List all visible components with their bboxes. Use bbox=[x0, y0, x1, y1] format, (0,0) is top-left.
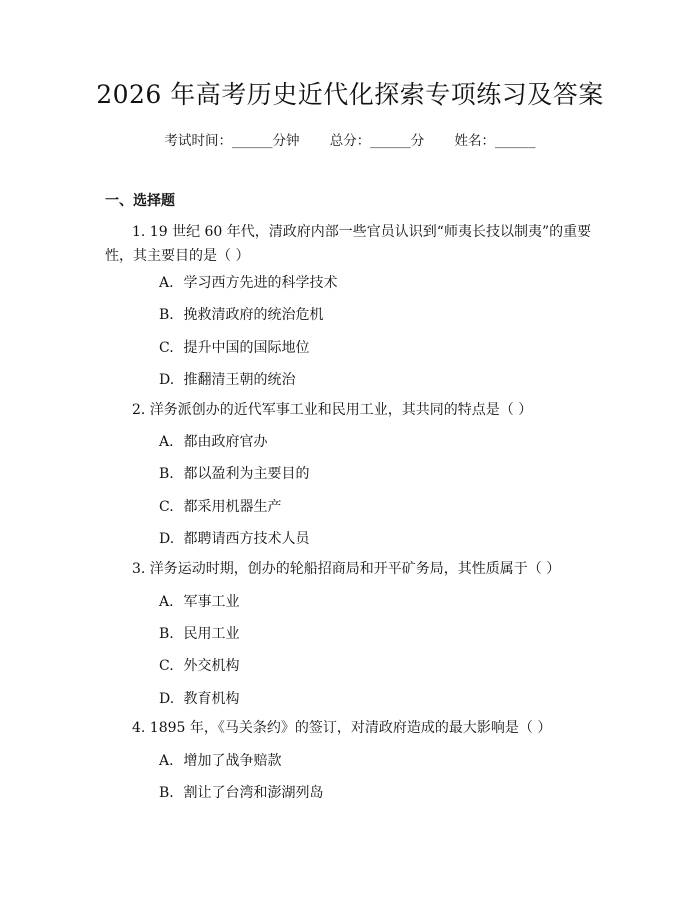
option-letter: A. bbox=[159, 753, 174, 769]
question-1-option-d bbox=[159, 370, 295, 390]
question-3-option-a bbox=[159, 592, 239, 612]
option-letter: A. bbox=[159, 275, 174, 291]
question-2-option-c bbox=[159, 497, 281, 517]
question-4: 4. 1895 年，《马关条约》的签订，对清政府造成的最大影响是（ ） bbox=[132, 720, 552, 736]
question-2-option-d bbox=[159, 529, 309, 549]
option-text: 割让了台湾和澎湖列岛 bbox=[183, 785, 324, 801]
question-2-option-b bbox=[159, 464, 309, 484]
student-name-field: 姓名：______ bbox=[454, 133, 536, 149]
question-3-option-c bbox=[159, 656, 239, 676]
question-1-option-a bbox=[159, 273, 337, 293]
option-text: 民用工业 bbox=[183, 626, 240, 642]
option-letter: C. bbox=[159, 499, 174, 515]
option-text: 军事工业 bbox=[183, 594, 240, 610]
question-4-option-b bbox=[159, 783, 323, 803]
option-letter: B. bbox=[159, 466, 174, 482]
option-letter: B. bbox=[159, 785, 174, 801]
option-letter: A. bbox=[159, 434, 174, 450]
option-text: 教育机构 bbox=[183, 691, 240, 707]
question-3-option-b bbox=[159, 624, 239, 644]
question-3-option-d bbox=[159, 689, 239, 709]
question-1-option-c bbox=[159, 338, 309, 358]
option-text: 挽救清政府的统治危机 bbox=[183, 307, 324, 323]
option-text: 提升中国的国际地位 bbox=[183, 340, 310, 356]
option-text: 都采用机器生产 bbox=[183, 499, 282, 515]
option-text: 学习西方先进的科学技术 bbox=[183, 275, 338, 291]
option-text: 都以盈利为主要目的 bbox=[183, 466, 310, 482]
question-1-option-b bbox=[159, 305, 323, 325]
option-text: 增加了战争赔款 bbox=[183, 753, 282, 769]
option-text: 推翻清王朝的统治 bbox=[183, 372, 296, 388]
option-text: 都由政府官办 bbox=[183, 434, 268, 450]
total-score-field: 总分：______分 bbox=[329, 133, 425, 149]
question-4-option-a bbox=[159, 751, 281, 771]
question-2: 2. 洋务派创办的近代军事工业和民用工业，其共同的特点是（ ） bbox=[132, 402, 533, 418]
question-2-option-a bbox=[159, 432, 267, 452]
option-letter: D. bbox=[159, 691, 175, 707]
document-title: 2026 年高考历史近代化探索专项练习及答案 bbox=[96, 80, 604, 109]
question-1: 1. 19 世纪 60 年代，清政府内部一些官员认识到“师夷长技以制夷”的重要性，其主要目的是（ ） bbox=[105, 224, 592, 264]
option-letter: C. bbox=[159, 340, 174, 356]
question-3: 3. 洋务运动时期，创办的轮船招商局和开平矿务局，其性质属于（ ） bbox=[132, 561, 561, 577]
option-letter: D. bbox=[159, 372, 175, 388]
option-text: 都聘请西方技术人员 bbox=[183, 531, 310, 547]
option-letter: B. bbox=[159, 626, 174, 642]
section-heading-multiple-choice: 一、选择题 bbox=[105, 193, 175, 209]
option-letter: C. bbox=[159, 658, 174, 674]
option-letter: B. bbox=[159, 307, 174, 323]
option-letter: A. bbox=[159, 594, 174, 610]
exam-time-field: 考试时间：______分钟 bbox=[164, 133, 300, 149]
exam-info-line bbox=[0, 131, 700, 151]
option-letter: D. bbox=[159, 531, 175, 547]
option-text: 外交机构 bbox=[183, 658, 240, 674]
